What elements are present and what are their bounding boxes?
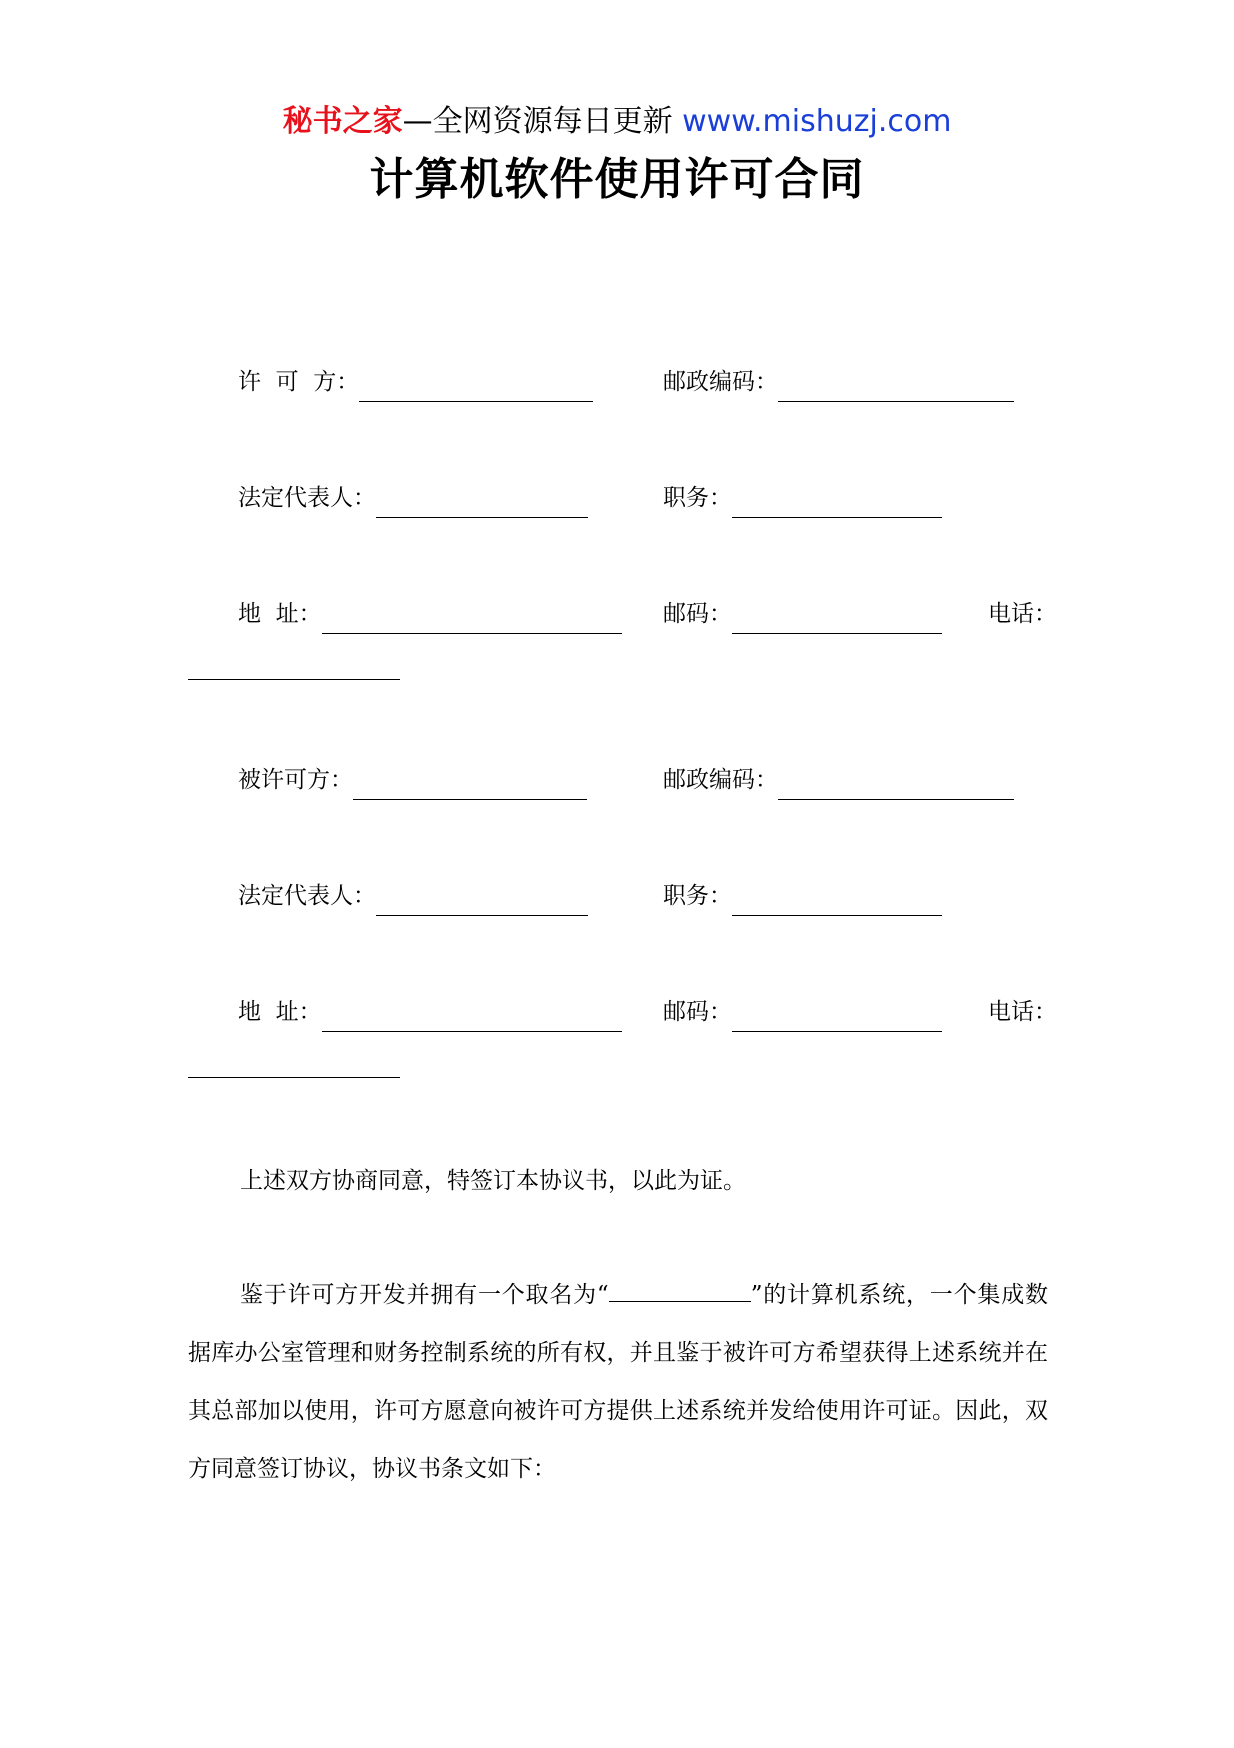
licensor-position-label: 职务： (663, 485, 732, 511)
licensor-zip-label: 邮码： (663, 601, 732, 627)
preamble-text-start: 鉴于许可方开发并拥有一个取名为“ (240, 1282, 609, 1308)
licensor-position-field[interactable] (732, 491, 942, 518)
agreement-paragraph (188, 1152, 1048, 1210)
brand-name: 秘书之家 (282, 104, 403, 139)
licensee-postcode-label: 邮政编码： (663, 767, 778, 793)
licensee-phone-row (988, 992, 1057, 1032)
website-link[interactable]: www.mishuzj.com (682, 104, 952, 139)
licensor-postcode-label: 邮政编码： (663, 369, 778, 395)
licensor-name-field[interactable] (359, 375, 593, 402)
licensee-address-row (238, 992, 622, 1032)
licensee-phone-label: 电话： (988, 999, 1057, 1025)
licensee-rep-label: 法定代表人： (238, 883, 376, 909)
system-name-field[interactable] (609, 1281, 751, 1302)
licensor-name-row (238, 362, 593, 402)
licensee-position-field[interactable] (732, 889, 942, 916)
licensee-rep-field[interactable] (376, 889, 588, 916)
licensor-phone-label: 电话： (988, 601, 1057, 627)
licensor-phone-field[interactable] (188, 678, 400, 680)
licensor-postcode-row (663, 362, 1014, 402)
licensor-address-row (238, 594, 622, 634)
licensor-address-field[interactable] (322, 607, 622, 634)
licensee-address-field[interactable] (322, 1005, 622, 1032)
licensor-address-label: 地 址： (238, 601, 322, 627)
licensee-position-label: 职务： (663, 883, 732, 909)
watermark-header (0, 100, 1234, 144)
licensee-rep-row (238, 876, 588, 916)
licensee-phone-field[interactable] (188, 1076, 400, 1078)
licensee-name-row (238, 760, 587, 800)
licensee-postcode-row (663, 760, 1014, 800)
licensee-zip-label: 邮码： (663, 999, 732, 1025)
document-title: 计算机软件使用许可合同 (369, 154, 865, 205)
licensor-zip-field[interactable] (732, 607, 942, 634)
licensor-name-label: 许 可 方： (238, 369, 360, 395)
licensee-position-row (663, 876, 942, 916)
licensee-zip-row (663, 992, 942, 1032)
licensor-rep-field[interactable] (376, 491, 588, 518)
licensor-position-row (663, 478, 942, 518)
licensee-zip-field[interactable] (732, 1005, 942, 1032)
agreement-line: 上述双方协商同意，特签订本协议书，以此为证。 (240, 1168, 746, 1194)
preamble-paragraph (188, 1266, 1048, 1498)
preamble-text-end: ”的计算机系统，一个集成数据库办公室管理和财务控制系统的所有权，并且鉴于被许可方希望获得上述系统并在其总部加以使用，许可方愿意向被许可方提供上述系统并发给使用许可证。因此，双方同意签订协议，协议书条文如下： (188, 1282, 1048, 1482)
licensor-zip-row (663, 594, 942, 634)
licensor-rep-label: 法定代表人： (238, 485, 376, 511)
licensor-rep-row (238, 478, 588, 518)
licensee-name-label: 被许可方： (238, 767, 353, 793)
licensee-postcode-field[interactable] (778, 773, 1014, 800)
licensor-phone-row (988, 594, 1057, 634)
licensee-name-field[interactable] (353, 773, 587, 800)
brand-slogan: —全网资源每日更新 (402, 104, 673, 139)
licensor-postcode-field[interactable] (778, 375, 1014, 402)
licensee-address-label: 地 址： (238, 999, 322, 1025)
